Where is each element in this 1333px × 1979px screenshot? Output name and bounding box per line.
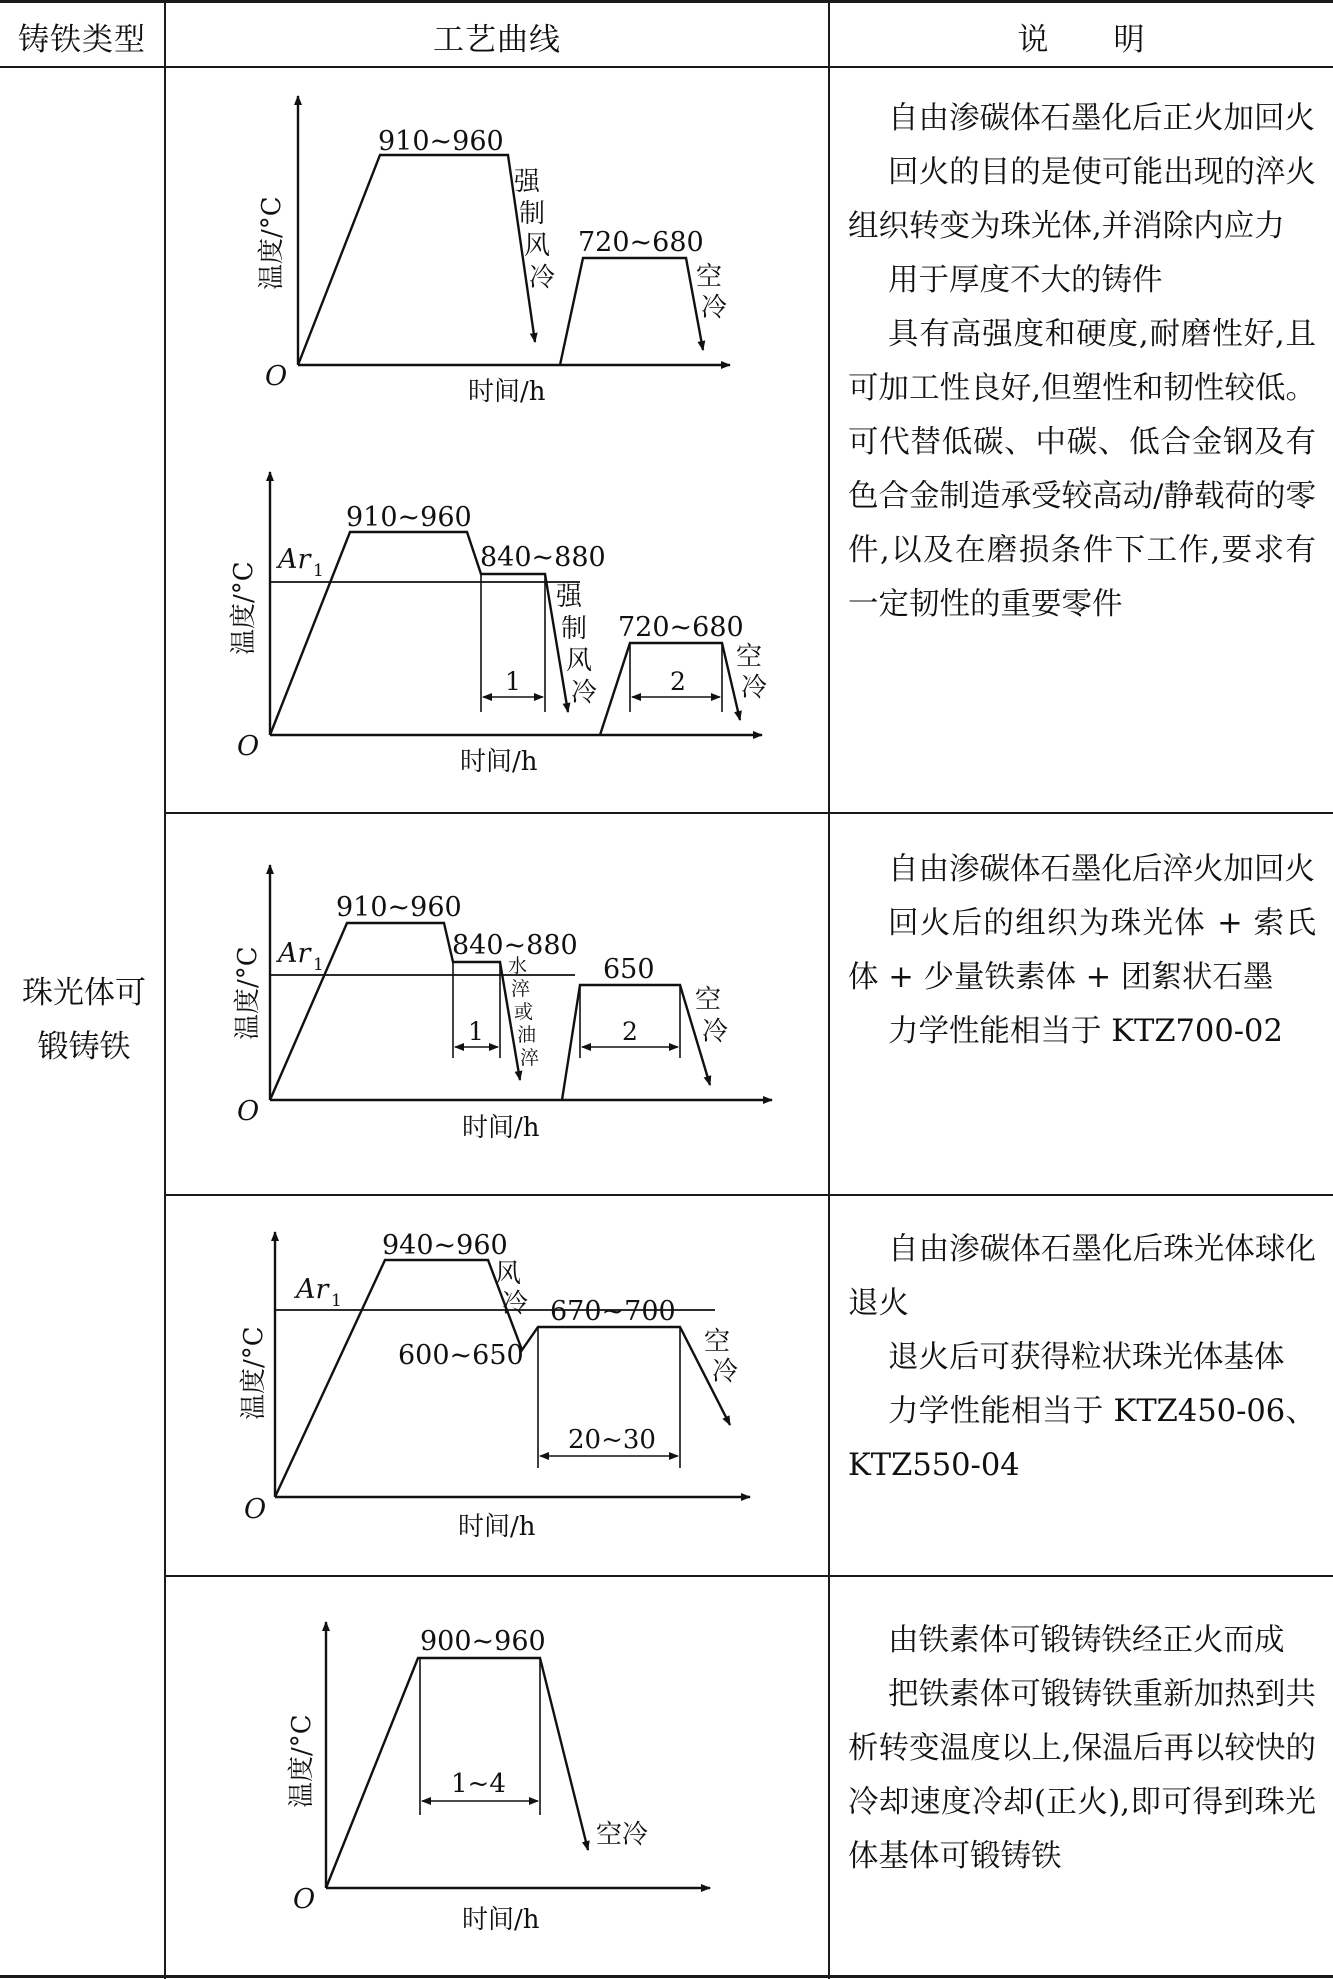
cool-1-char-3: 风 [566,646,593,676]
cool-1-char-2: 制 [519,199,546,229]
hold-label: 1~4 [451,1769,506,1799]
origin-label: O [293,1884,316,1915]
quench-char-1: 水 [508,955,528,977]
cool-2-char-1: 空 [704,1327,731,1357]
row4-description [848,1614,1316,1884]
row3-desc-p3: 力学性能相当于 KTZ450-06、KTZ550-04 [848,1394,1316,1483]
cool-1-char-2: 制 [561,614,588,644]
x-axis-label: 时间/h [462,1905,540,1935]
table-top-border [0,0,1333,3]
x-axis-label: 时间/h [468,377,546,407]
cast-type-line-2: 锻铸铁 [37,1029,131,1065]
cool-1-char-1: 强 [514,167,541,197]
origin-label: O [237,1096,260,1127]
cool-2-char-1: 空 [736,642,763,672]
cool-1-char-3: 风 [524,231,551,261]
temp-high-label: 910~960 [346,502,472,533]
origin-label: O [244,1494,267,1525]
temper-line [560,258,703,365]
temp-temper-label: 720~680 [618,612,744,643]
row3-desc-p1: 自由渗碳体石墨化后珠光体球化退火 [848,1232,1316,1321]
curve-spheroidize-anneal [166,1198,828,1573]
row-divider-3 [165,1575,1333,1577]
hold-2-label: 2 [670,667,686,696]
origin-label: O [237,731,260,762]
cool-1-char-1: 强 [556,582,583,612]
temp-low-label: 600~650 [398,1340,524,1371]
temp-mid-label: 840~880 [480,542,606,573]
col-divider-2 [828,0,830,1979]
header-process-curve: 工艺曲线 [433,22,561,58]
cool-1-char-4: 冷 [529,263,556,293]
hold-label: 20~30 [568,1425,656,1455]
cool-2-char-2: 冷 [741,673,768,703]
row3-description [848,1223,1316,1493]
header-bottom-rule [0,66,1333,68]
quench-char-5: 淬 [520,1047,540,1069]
y-axis-label: 温度/°C [233,946,263,1040]
hold-1-label: 1 [468,1017,484,1046]
row1-desc-p3: 用于厚度不大的铸件 [888,263,1163,298]
curve-normalize-temper-a [166,70,828,415]
row2-desc-p3: 力学性能相当于 KTZ700-02 [888,1014,1283,1049]
origin-label: O [265,361,288,392]
cool-label: 空冷 [596,1820,649,1850]
hold-2-label: 2 [622,1017,638,1046]
table-bottom-border [0,1975,1333,1978]
ar1-subscript: 1 [313,955,324,975]
cast-type-line-1: 珠光体可 [22,975,146,1011]
header-cast-type: 铸铁类型 [18,22,146,58]
ar1-label: Ar [296,1274,329,1305]
cool-1-char-1: 风 [495,1259,522,1289]
row3-desc-p2: 退火后可获得粒状珠光体基体 [888,1340,1285,1375]
quench-char-3: 或 [514,1001,534,1023]
temp-high-label: 900~960 [420,1626,546,1657]
ar1-label: Ar [278,544,311,575]
row-divider-1 [165,812,1333,814]
cast-type-cell [6,966,162,1074]
row2-description [848,843,1316,1059]
x-axis-label: 时间/h [462,1113,540,1143]
cool-2-char-2: 冷 [701,293,728,323]
temp-high-label: 910~960 [378,126,504,157]
temp-anneal-label: 670~700 [550,1296,676,1327]
temp-mid-label: 840~880 [452,930,578,961]
ar1-label: Ar [278,938,311,969]
row-divider-2 [165,1194,1333,1196]
y-axis-label: 温度/°C [229,561,259,655]
y-axis-label: 温度/°C [239,1326,269,1420]
cool-2-char-2: 冷 [702,1017,729,1047]
quench-char-2: 淬 [511,978,531,1000]
ar1-subscript: 1 [313,561,324,581]
row4-desc-p2: 把铁素体可锻铸铁重新加热到共析转变温度以上,保温后再以较快的冷却速度冷却(正火),即可得到珠光体基体可锻铸铁 [848,1677,1316,1874]
cool-1-char-2: 冷 [502,1289,529,1319]
cool-2-char-1: 空 [695,985,722,1015]
curve-ferritic-normalize [166,1579,828,1973]
row1-desc-p2: 回火的目的是使可能出现的淬火组织转变为珠光体,并消除内应力 [848,155,1316,244]
y-axis-label: 温度/°C [287,1714,317,1808]
cool-2-char-2: 冷 [712,1357,739,1387]
cool-1-char-4: 冷 [571,678,598,708]
header-description: 说 明 [1017,22,1146,58]
row1-description [848,92,1316,632]
temp-temper-label: 720~680 [578,227,704,258]
curve-normalize-temper-b [166,440,828,790]
heat-hold-cool-line [298,155,535,365]
curve-quench-temper [166,816,828,1192]
temp-high-label: 940~960 [382,1230,508,1261]
row1-desc-p4: 具有高强度和硬度,耐磨性好,且可加工性良好,但塑性和韧性较低。可代替低碳、中碳、低合金钢及有色合金制造承受较高动/静载荷的零件,以及在磨损条件下工作,要求有一定韧性的重要零件 [848,317,1316,622]
hold-1-label: 1 [505,667,521,696]
ar1-subscript: 1 [331,1291,342,1311]
temp-temper-label: 650 [603,954,655,985]
quench-char-4: 油 [517,1024,537,1046]
y-axis-label: 温度/°C [257,196,287,290]
row2-desc-p2: 回火后的组织为珠光体 + 索氏体 + 少量铁素体 + 团絮状石墨 [848,906,1316,995]
cool-2-char-1: 空 [696,262,723,292]
x-axis-label: 时间/h [458,1512,536,1542]
x-axis-label: 时间/h [460,747,538,777]
row2-desc-p1: 自由渗碳体石墨化后淬火加回火 [888,852,1315,887]
temp-high-label: 910~960 [336,892,462,923]
row1-desc-p1: 自由渗碳体石墨化后正火加回火 [888,101,1315,136]
row4-desc-p1: 由铁素体可锻铸铁经正火而成 [888,1623,1285,1658]
